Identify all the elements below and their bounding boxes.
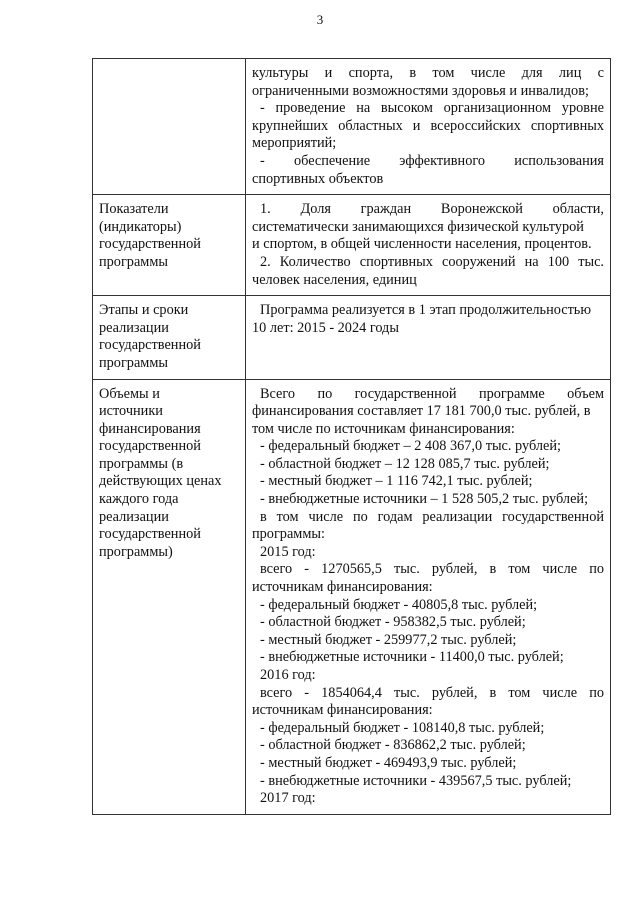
passport-table — [92, 58, 611, 815]
text-line: 1. Доля граждан Воронежской области, — [260, 201, 604, 218]
text-line: - областной бюджет - 958382,5 тыс. рублей; — [260, 614, 526, 631]
text-line: - обеспечение эффективного использования — [260, 152, 604, 169]
table-row — [93, 296, 611, 379]
table-row — [93, 379, 611, 814]
text-line: 2015 год: — [260, 543, 316, 560]
label-line: программы — [99, 253, 169, 270]
label-line: программы (в — [99, 455, 184, 472]
label-line: программы) — [99, 543, 173, 560]
text-line: спортивных объектов — [252, 170, 384, 187]
text-line: - внебюджетные источники - 439567,5 тыс. рублей; — [260, 772, 572, 789]
text-line: ограниченными возможностями здоровья и инвалидов; — [252, 82, 589, 99]
text-line: - федеральный бюджет - 40805,8 тыс. рублей; — [260, 596, 538, 613]
text-line: мероприятий; — [252, 135, 337, 152]
text-line: в том числе по годам реализации государственной — [260, 508, 604, 525]
label-line: программы — [99, 354, 169, 371]
text-line: программы: — [252, 526, 325, 543]
text-line: - федеральный бюджет - 108140,8 тыс. рублей; — [260, 719, 545, 736]
financing-cell — [246, 379, 611, 814]
label-line: Показатели — [99, 201, 169, 218]
label-line: источники — [99, 403, 163, 420]
text-line: крупнейших областных и всероссийских спортивных — [252, 117, 604, 134]
table-row — [93, 59, 611, 195]
text-line: - федеральный бюджет – 2 408 367,0 тыс. рублей; — [260, 438, 561, 455]
text-line: - проведение на высоком организационном уровне — [260, 100, 604, 117]
text-line: 2017 год: — [260, 790, 316, 807]
text-line: - местный бюджет – 1 116 742,1 тыс. рублей; — [260, 473, 533, 490]
text-line: Программа реализуется в 1 этап продолжительностью — [260, 302, 592, 319]
label-line: действующих ценах — [99, 473, 222, 490]
text-line: - местный бюджет - 469493,9 тыс. рублей; — [260, 754, 517, 771]
text-line: источникам финансирования: — [252, 579, 433, 596]
label-line: государственной — [99, 526, 201, 543]
text-line: - областной бюджет - 836862,2 тыс. рублей; — [260, 737, 526, 754]
text-line: культуры и спорта, в том числе для лиц с — [252, 65, 604, 81]
text-line: систематически занимающихся физической культурой — [252, 218, 584, 235]
label-line: государственной — [99, 236, 201, 253]
label-line: реализации — [99, 508, 169, 525]
text-line: источникам финансирования: — [252, 702, 433, 719]
label-line: Этапы и сроки — [99, 302, 189, 319]
label-line: (индикаторы) — [99, 218, 182, 235]
text-line: том числе по источникам финансирования: — [252, 420, 515, 437]
text-line: 2016 год: — [260, 667, 316, 683]
label-line: государственной — [99, 438, 201, 455]
text-line: Всего по государственной программе объем — [260, 385, 604, 402]
text-line: и спортом, в общей численности населения, процентов. — [252, 236, 592, 253]
table-row — [93, 195, 611, 296]
label-line: каждого года — [99, 491, 179, 508]
stages-cell — [246, 296, 611, 379]
text-line: - внебюджетные источники - 11400,0 тыс. рублей; — [260, 649, 564, 666]
row-label-stages — [93, 296, 246, 379]
row-label-financing — [93, 379, 246, 814]
page-number: 3 — [316, 12, 324, 27]
text-line: финансирования составляет 17 181 700,0 тыс. рублей, в — [252, 403, 591, 420]
indicators-cell — [246, 195, 611, 296]
text-line: человек населения, единиц — [252, 271, 417, 288]
row-label-empty — [93, 59, 246, 195]
text-line: 2. Количество спортивных сооружений на 100 тыс. — [260, 253, 604, 270]
text-line: - местный бюджет - 259977,2 тыс. рублей; — [260, 631, 517, 648]
text-line: всего - 1854064,4 тыс. рублей, в том числе по — [260, 684, 604, 701]
label-line: Объемы и — [99, 385, 160, 402]
label-line: финансирования — [99, 420, 201, 437]
text-line: - областной бюджет – 12 128 085,7 тыс. рублей; — [260, 455, 550, 472]
label-line: государственной — [99, 337, 201, 354]
goals-continuation-cell — [246, 59, 611, 195]
text-line: 10 лет: 2015 - 2024 годы — [252, 319, 399, 336]
label-line: реализации — [99, 319, 169, 336]
text-line: всего - 1270565,5 тыс. рублей, в том числе по — [260, 561, 604, 578]
text-line: - внебюджетные источники – 1 528 505,2 тыс. рублей; — [260, 491, 589, 508]
row-label-indicators — [93, 195, 246, 296]
